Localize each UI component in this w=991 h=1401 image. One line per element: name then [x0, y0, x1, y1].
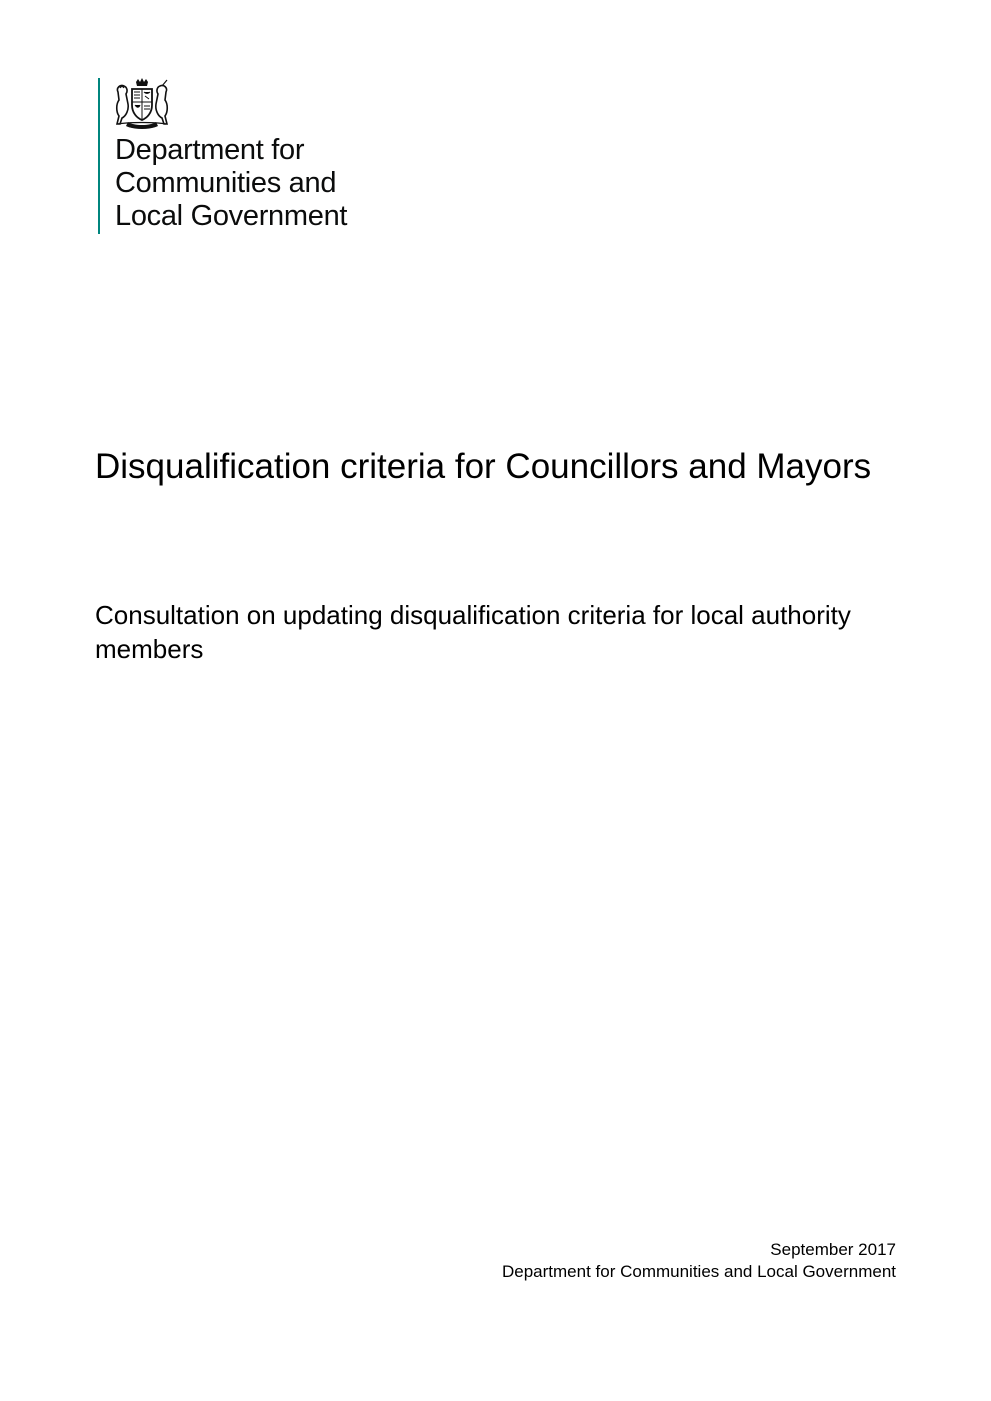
document-title: Disqualification criteria for Councillors and Mayors [95, 447, 872, 486]
royal-coat-of-arms-icon [114, 78, 170, 130]
department-logo [98, 76, 388, 236]
publication-info [502, 1239, 896, 1283]
department-name-line-2: Communities and [115, 167, 337, 199]
department-name-line-1: Department for [115, 134, 305, 166]
document-subtitle: Consultation on updating disqualification criteria for local authority members [95, 600, 851, 664]
department-name [115, 134, 347, 233]
logo-rule [98, 78, 100, 234]
department-name-line-3: Local Government [115, 200, 348, 232]
publisher-name: Department for Communities and Local Government [501, 1262, 896, 1281]
publication-date: September 2017 [770, 1240, 896, 1259]
